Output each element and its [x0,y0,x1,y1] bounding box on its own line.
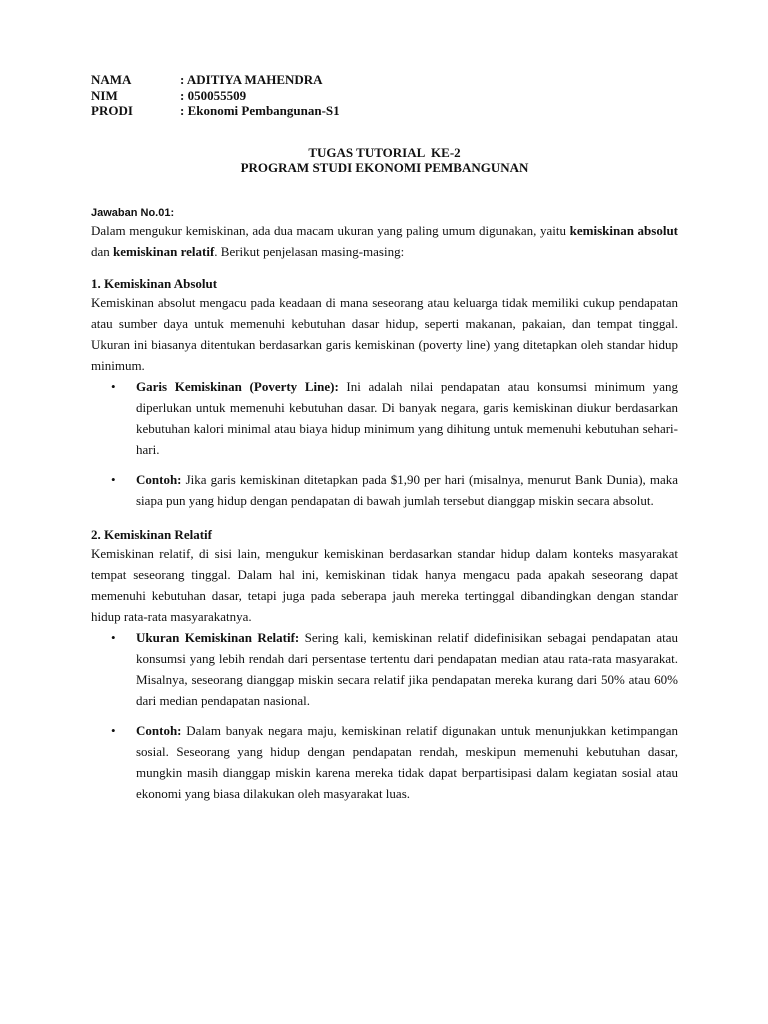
list-item [91,627,678,711]
bullet-icon: • [111,629,116,645]
student-info [91,72,340,119]
info-value: : Ekonomi Pembangunan-S1 [180,103,340,118]
bullet-term: Garis Kemiskinan (Poverty Line): [136,378,339,394]
info-row-prodi [91,103,340,119]
document-title [91,145,678,176]
bullet-icon: • [111,378,116,394]
bullet-term: Contoh: [136,471,182,487]
intro-text: . Berikut penjelasan masing-masing: [214,243,405,259]
list-item [91,720,678,804]
section-heading-relative: 2. Kemiskinan Relatif [91,526,212,542]
info-row-nama [91,72,340,88]
section-paragraph-relative: Kemiskinan relatif, di sisi lain, mengukur kemiskinan berdasarkan standar hidup dalam konteks masyarakat tempat seseorang tinggal. Dalam hal ini, kemiskinan tidak hanya mengacu pada apakah seseorang dapat memenuhi kebutuhan dasar, tetapi juga pada seberapa jauh mereka tertinggal dibandingkan dengan standar hidup rata-rata masyarakatnya. [91,545,678,624]
intro-bold-term: kemiskinan absolut [569,222,679,238]
title-line-1: TUGAS TUTORIAL KE-2 [308,144,461,160]
info-row-nim [91,88,340,104]
list-item [91,469,678,511]
bullet-text: Jika garis kemiskinan ditetapkan pada $1,90 per hari (misalnya, menurut Bank Dunia), maka siapa pun yang hidup dengan pendapatan di bawah jumlah tersebut dianggap miskin secara absolut. [136,471,678,508]
bullet-term: Ukuran Kemiskinan Relatif: [136,629,300,645]
intro-text: Dalam mengukur kemiskinan, ada dua macam ukuran yang paling umum digunakan, yaitu [91,222,570,238]
bullet-text: Dalam banyak negara maju, kemiskinan relatif digunakan untuk menunjukkan ketimpangan sosial. Seseorang yang hidup dengan pendapatan rendah, meskipun memenuhi kebutuhan dasar, mungkin masih dianggap miskin karena mereka tidak dapat berpartisipasi dalam kegiatan sosial atau ekonomi yang biasa dilakukan oleh masyarakat luas. [136,722,678,801]
info-value: : ADITIYA MAHENDRA [180,72,323,87]
bullet-term: Contoh: [136,722,182,738]
info-label: NAMA [91,72,132,87]
answer-label: Jawaban No.01: [91,206,175,219]
intro-bold-term: kemiskinan relatif [113,243,215,259]
section-paragraph-absolute: Kemiskinan absolut mengacu pada keadaan di mana seseorang atau keluarga tidak memiliki cukup pendapatan atau sumber daya untuk memenuhi kebutuhan dasar hidup, seperti makanan, pakaian, dan tempat tinggal. Ukuran ini biasanya ditentukan berdasarkan garis kemiskinan (poverty line) yang ditetapkan oleh standar hidup minimum. [91,294,678,373]
bullet-icon: • [111,722,116,738]
bullet-list-absolute [91,376,678,511]
bullet-text: Sering kali, kemiskinan relatif didefinisikan sebagai pendapatan atau konsumsi yang lebih rendah dari persentase tertentu dari pendapatan median atau rata-rata masyarakat. Misalnya, seseorang dianggap miskin secara relatif jika pendapatan mereka kurang dari 50% atau 60% dari median pendapatan nasional. [136,629,678,708]
bullet-icon: • [111,471,116,487]
title-line-2: PROGRAM STUDI EKONOMI PEMBANGUNAN [240,160,529,175]
info-label: NIM [91,87,118,103]
info-value: : 050055509 [180,87,247,103]
intro-text: dan [91,243,114,259]
info-label: PRODI [91,103,133,118]
bullet-text: Ini adalah nilai pendapatan atau konsumsi minimum yang diperlukan untuk memenuhi kebutuhan dasar. Di banyak negara, garis kemiskinan diukur berdasarkan kebutuhan kalori minimal atau biaya hidup minimum yang dihitung untuk memenuhi kebutuhan sehari-hari. [136,378,678,457]
bullet-list-relative [91,627,678,804]
section-heading-absolute: 1. Kemiskinan Absolut [91,275,218,291]
list-item [91,376,678,460]
intro-paragraph [91,220,678,262]
